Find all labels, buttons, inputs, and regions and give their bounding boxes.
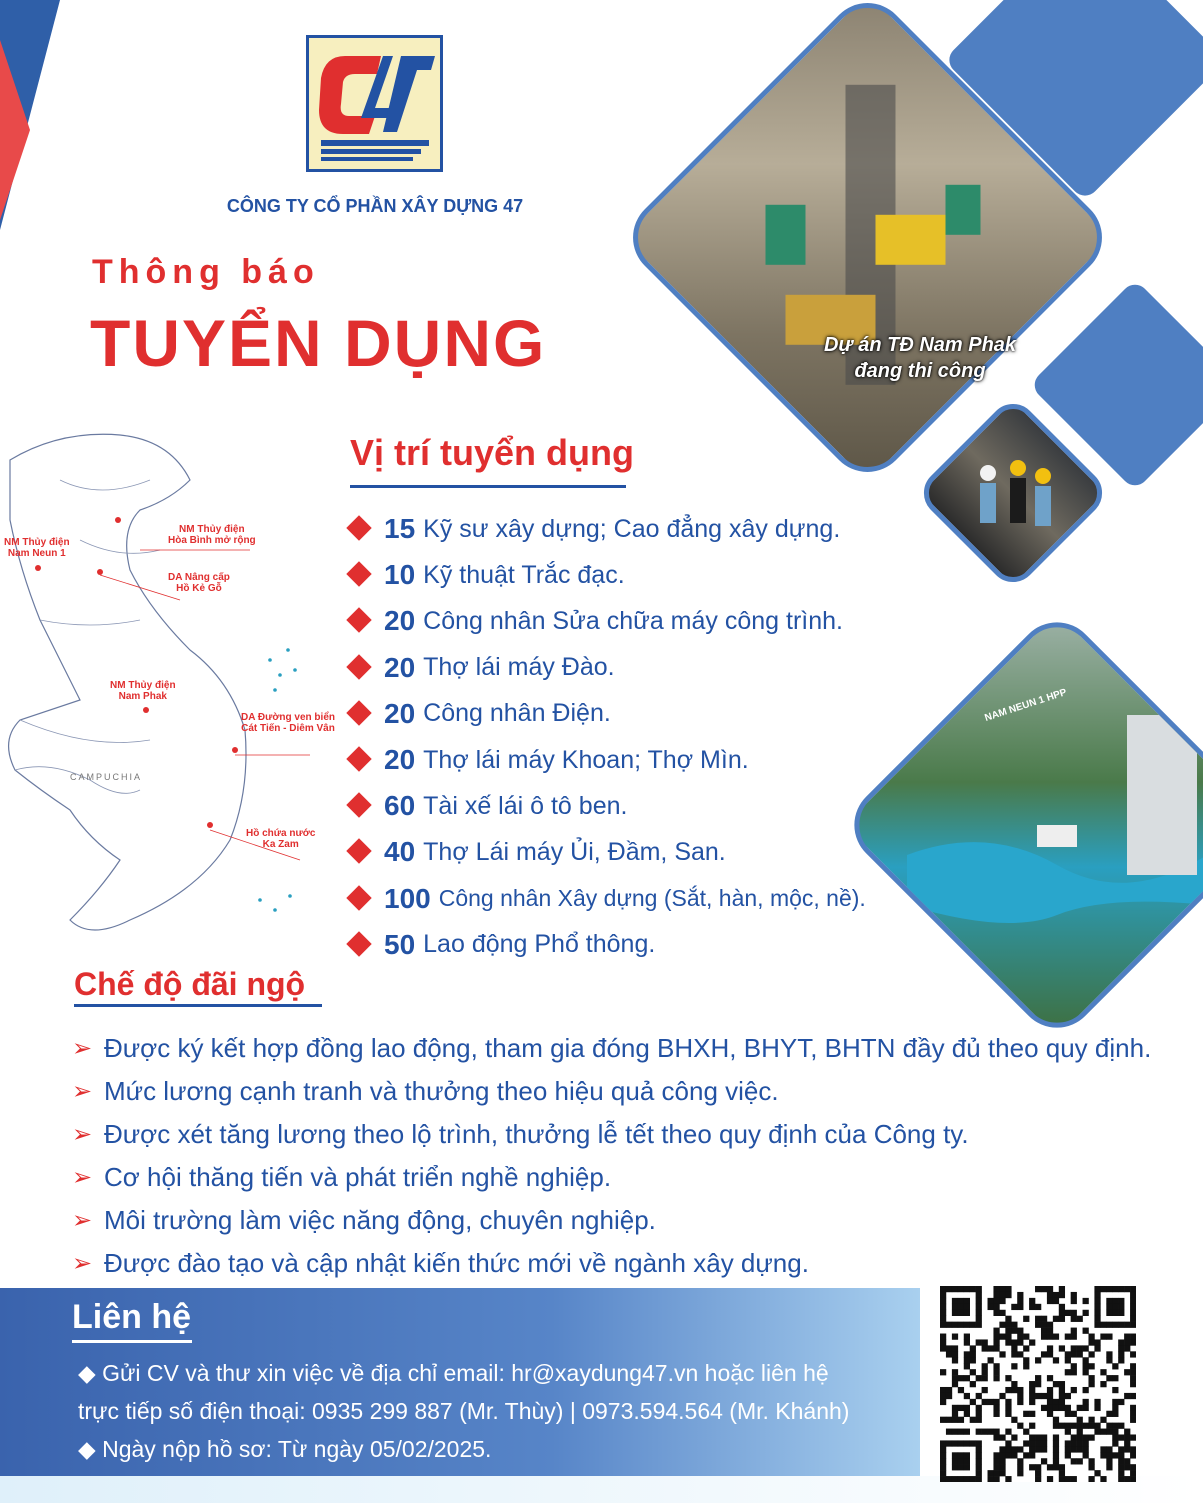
caption-line-2: đang thi công [854, 360, 986, 382]
contact-underline [72, 1340, 192, 1343]
contact-phone-line: trực tiếp số điện thoại: 0935 299 887 (Mr. Thùy) | 0973.594.564 (Mr. Khánh) [78, 1398, 850, 1424]
position-role: Thợ lái máy Đào. [423, 653, 615, 682]
map-label-nam-phak: NM Thủy điện Nam Phak [110, 680, 176, 702]
position-count: 20 [384, 651, 416, 683]
positions-underline [350, 485, 626, 488]
position-item [350, 829, 866, 875]
positions-list [350, 506, 866, 968]
position-role: Thợ Lái máy Ủi, Đầm, San. [423, 837, 726, 866]
map-label-ho-ke-go: DA Nâng cấp Hồ Kẻ Gỗ [168, 572, 230, 594]
company-logo [306, 35, 443, 172]
position-count: 10 [384, 559, 416, 591]
dam-photo [838, 606, 1203, 1044]
position-item [350, 691, 866, 737]
diamond-bullet-icon [350, 658, 370, 678]
map-label-ka-zam: Hồ chứa nước Ka Zam [246, 828, 316, 850]
caption-line-1: Dự án TĐ Nam Phak [823, 334, 1017, 356]
dam-illustration [845, 613, 1203, 1037]
arrow-bullet-icon: ➢ [72, 1250, 93, 1277]
arrow-bullet-icon: ➢ [72, 1078, 93, 1105]
position-role: Lao động Phổ thông. [423, 930, 656, 959]
benefit-text: Môi trường làm việc năng động, chuyên nghiệp. [104, 1205, 656, 1235]
benefits-list [72, 1027, 1151, 1285]
benefit-text: Được ký kết hợp đồng lao động, tham gia đóng BHXH, BHYT, BHTN đầy đủ theo quy định. [104, 1033, 1152, 1063]
diamond-bullet-icon [350, 889, 370, 909]
position-item [350, 598, 866, 644]
position-item [350, 645, 866, 691]
position-count: 60 [384, 790, 416, 822]
benefit-item [72, 1027, 1151, 1070]
corner-decoration-red [0, 40, 30, 220]
position-item [350, 552, 866, 598]
arrow-bullet-icon: ➢ [72, 1035, 93, 1062]
diamond-bullet-icon [350, 750, 370, 770]
benefit-text: Mức lương cạnh tranh và thưởng theo hiệu quả công việc. [104, 1076, 779, 1106]
construction-caption [805, 332, 1035, 384]
position-role: Công nhân Điện. [423, 699, 611, 728]
benefit-item [72, 1199, 1151, 1242]
position-count: 20 [384, 697, 416, 729]
diamond-bullet-icon [350, 704, 370, 724]
benefit-item [72, 1113, 1151, 1156]
diamond-bullet-icon [350, 842, 370, 862]
diamond-bullet-icon [350, 935, 370, 955]
position-item [350, 737, 866, 783]
contact-date-line: ◆ Ngày nộp hồ sơ: Từ ngày 05/02/2025. [78, 1436, 492, 1462]
position-count: 100 [384, 882, 431, 914]
dam-label: NAM NEUN 1 HPP [983, 687, 1069, 724]
diamond-bullet-icon [350, 611, 370, 631]
arrow-bullet-icon: ➢ [72, 1121, 93, 1148]
position-item [350, 922, 866, 968]
positions-title: Vị trí tuyển dụng [350, 432, 634, 473]
position-role: Tài xế lái ô tô ben. [423, 791, 628, 820]
position-count: 15 [384, 513, 416, 545]
benefit-item [72, 1070, 1151, 1113]
diamond-bullet-icon [350, 519, 370, 539]
benefit-text: Được xét tăng lương theo lộ trình, thưởng lễ tết theo quy định của Công ty. [104, 1119, 969, 1149]
map-country-label: CAMPUCHIA [70, 772, 143, 782]
position-item [350, 783, 866, 829]
qr-code[interactable] [940, 1286, 1136, 1482]
position-role: Kỹ thuật Trắc đạc. [423, 560, 625, 589]
map-label-nam-neun: NM Thủy điện Nam Neun 1 [4, 537, 70, 559]
contact-email-line: ◆ Gửi CV và thư xin việc về địa chỉ email: hr@xaydung47.vn hoặc liên hệ [78, 1360, 829, 1386]
vietnam-map [0, 420, 340, 960]
position-count: 40 [384, 836, 416, 868]
contact-title: Liên hệ [72, 1298, 192, 1336]
position-role: Kỹ sư xây dựng; Cao đẳng xây dựng. [423, 514, 841, 543]
map-label-cat-tien: DA Đường ven biển Cát Tiến - Diêm Vân [241, 712, 335, 734]
map-label-hoa-binh: NM Thủy điện Hòa Bình mở rộng [168, 524, 256, 546]
c47-logo-icon [309, 38, 440, 169]
position-role: Thợ lái máy Khoan; Thợ Mìn. [423, 745, 749, 774]
notice-label: Thông báo [92, 253, 320, 291]
position-count: 20 [384, 605, 416, 637]
benefit-text: Được đào tạo và cập nhật kiến thức mới về ngành xây dựng. [104, 1248, 809, 1278]
position-item [350, 506, 866, 552]
qr-code-icon [940, 1286, 1136, 1482]
position-count: 20 [384, 744, 416, 776]
benefit-item [72, 1156, 1151, 1199]
benefits-title: Chế độ đãi ngộ [74, 966, 306, 1002]
benefits-underline [74, 1004, 322, 1007]
headline-title: TUYỂN DỤNG [90, 306, 547, 380]
diamond-bullet-icon [350, 796, 370, 816]
position-role: Công nhân Xây dựng (Sắt, hàn, mộc, nề). [438, 885, 866, 912]
benefit-text: Cơ hội thăng tiến và phát triển nghề nghiệp. [104, 1162, 612, 1192]
position-item [350, 876, 866, 922]
company-name: CÔNG TY CỔ PHẦN XÂY DỰNG 47 [226, 196, 524, 216]
arrow-bullet-icon: ➢ [72, 1207, 93, 1234]
position-count: 50 [384, 928, 416, 960]
benefit-item [72, 1242, 1151, 1285]
diamond-bullet-icon [350, 565, 370, 585]
arrow-bullet-icon: ➢ [72, 1164, 93, 1191]
position-role: Công nhân Sửa chữa máy công trình. [423, 606, 843, 635]
